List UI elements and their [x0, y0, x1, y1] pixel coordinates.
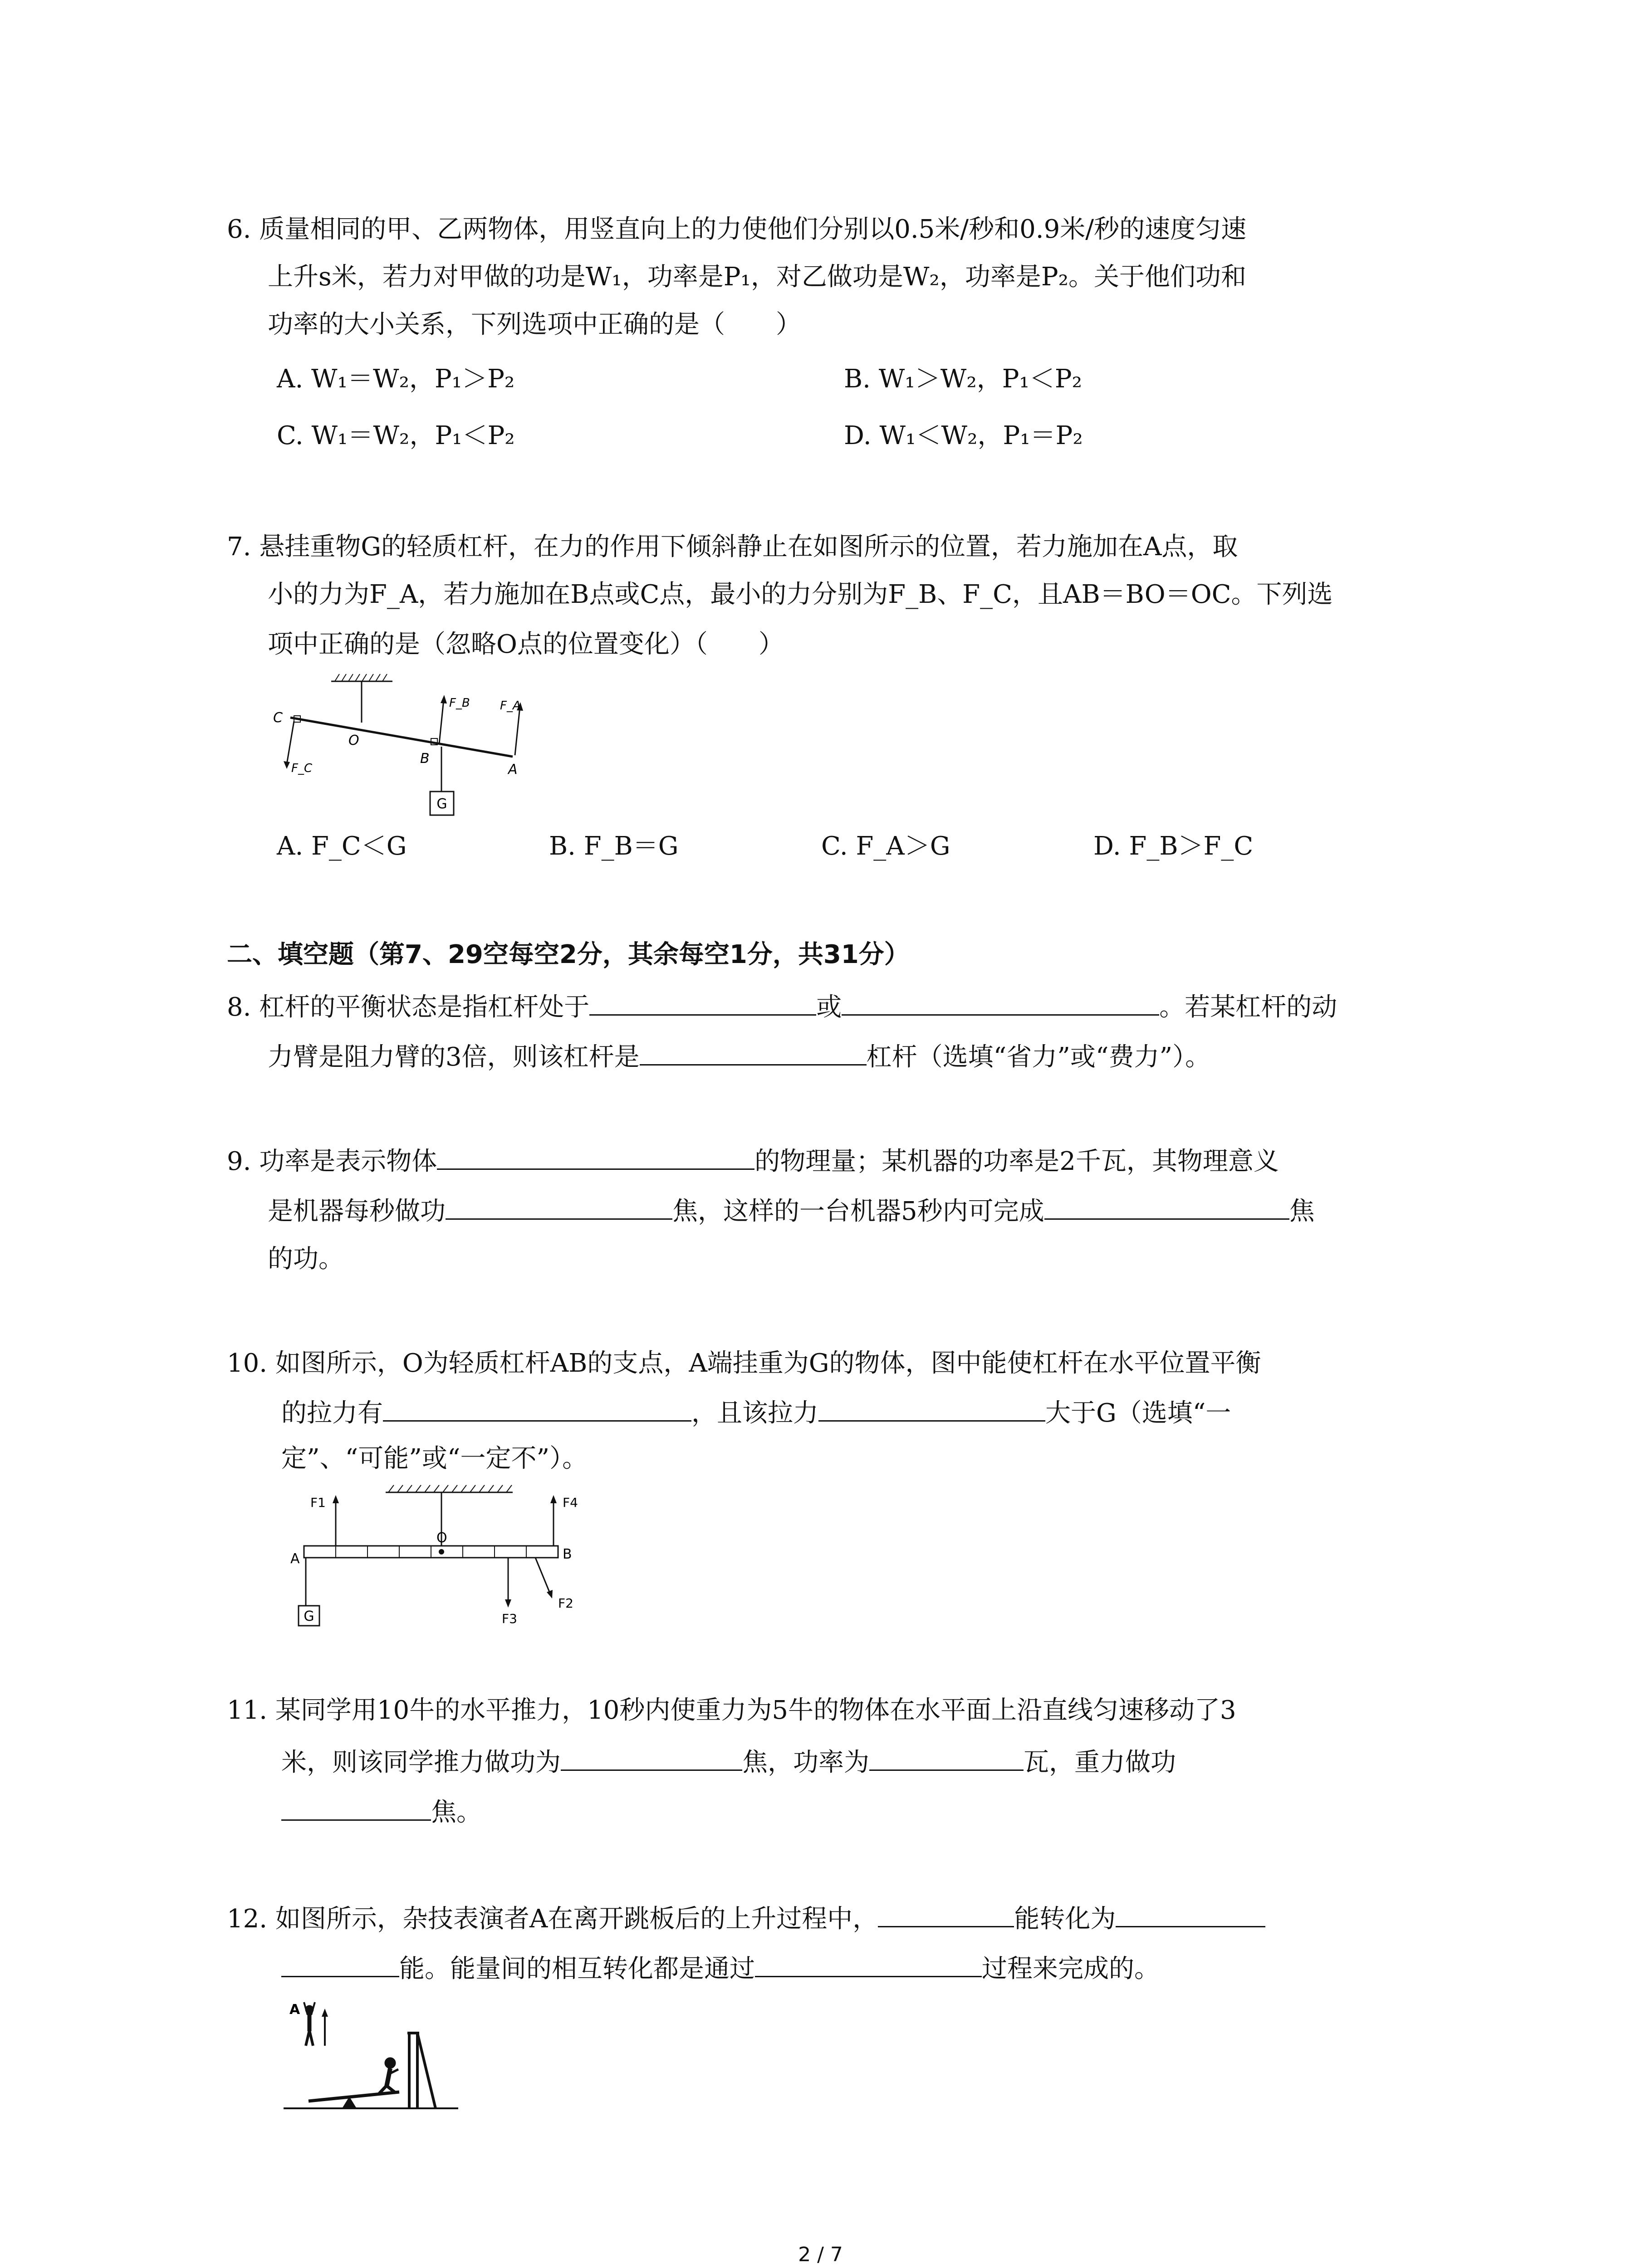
q7-line-2: 小的力为F_A，若力施加在B点或C点，最小的力分别为F_B、F_C，且AB＝BO＝OC。下列选 [268, 580, 1333, 609]
q12-text-1b: 能转化为 [1014, 1904, 1116, 1934]
q8-text-1a: 8. 杠杆的平衡状态是指杠杆处于 [227, 992, 590, 1022]
q10-label-g: G [304, 1608, 314, 1624]
q7-lever-figure [268, 671, 549, 821]
q7-line-3: 项中正确的是（忽略O点的位置变化）（ ） [268, 630, 784, 659]
section-2-heading: 二、填空题（第7、29空每空2分，其余每空1分，共31分） [227, 940, 910, 969]
q10-label-f3: F3 [502, 1611, 517, 1626]
q12-label-a: A [289, 2002, 300, 2018]
q12-text-2a: 能。能量间的相互转化都是通过 [399, 1954, 755, 1984]
q10-line-3: 定”、“可能”或“一定不”）。 [281, 1444, 588, 1473]
q10-label-f4: F4 [563, 1495, 578, 1510]
q9-line-2 [268, 1193, 1315, 1228]
q10-blank-2[interactable] [818, 1395, 1045, 1422]
q8-text-2a: 力臂是阻力臂的3倍，则该杠杆是 [268, 1042, 640, 1072]
q8-text-2b: 杠杆（选填“省力”或“费力”）。 [866, 1042, 1211, 1072]
q11-line-3 [281, 1794, 482, 1829]
q7-label-a: A [508, 762, 518, 777]
q10-blank-1[interactable] [383, 1395, 691, 1422]
q8-text-1c: 。若某杠杆的动 [1159, 992, 1337, 1022]
q12-text-1a: 12. 如图所示，杂技表演者A在离开跳板后的上升过程中， [227, 1904, 878, 1934]
q9-line-3: 的功。 [268, 1244, 344, 1274]
q7-label-b: B [420, 751, 430, 767]
q11-blank-3[interactable] [281, 1794, 431, 1821]
q12-blank-3[interactable] [281, 1950, 399, 1977]
q11-text-2b: 焦，功率为 [742, 1748, 869, 1777]
q12-line-2 [281, 1950, 1160, 1985]
q9-text-2c: 焦 [1289, 1197, 1315, 1226]
q8-line-1 [227, 989, 1337, 1024]
q8-text-1b: 或 [816, 992, 842, 1022]
q6-line-2: 上升s米，若力对甲做的功是W₁，功率是P₁，对乙做功是W₂，功率是P₂。关于他们功和 [268, 262, 1247, 292]
q11-blank-1[interactable] [561, 1744, 742, 1771]
q10-text-2b: ，且该拉力 [691, 1398, 818, 1428]
q10-label-b: B [563, 1546, 572, 1562]
q6-option-a: A. W₁＝W₂，P₁＞P₂ [277, 364, 515, 394]
q12-acrobat-figure [281, 1996, 463, 2114]
q6-line-1: 6. 质量相同的甲、乙两物体，用竖直向上的力使他们分别以0.5米/秒和0.9米/秒的速度匀速 [227, 215, 1247, 244]
q11-line-1: 11. 某同学用10牛的水平推力，10秒内使重力为5牛的物体在水平面上沿直线匀速移动了3 [227, 1696, 1236, 1725]
q10-line-2 [281, 1395, 1231, 1430]
q11-blank-2[interactable] [869, 1744, 1024, 1771]
q9-text-2a: 是机器每秒做功 [268, 1197, 446, 1226]
q10-line-1: 10. 如图所示，O为轻质杠杆AB的支点，A端挂重为G的物体，图中能使杠杆在水平位置平衡 [227, 1349, 1261, 1378]
q12-blank-2[interactable] [1116, 1901, 1265, 1927]
q10-label-a: A [290, 1551, 300, 1567]
q7-label-o: O [348, 733, 359, 748]
q9-blank-1[interactable] [437, 1143, 754, 1170]
q8-blank-3[interactable] [640, 1039, 867, 1066]
q7-option-d: D. F_B＞F_C [1093, 831, 1254, 861]
q12-blank-4[interactable] [755, 1950, 982, 1977]
q10-label-o: O [436, 1530, 447, 1546]
q7-line-1: 7. 悬挂重物G的轻质杠杆，在力的作用下倾斜静止在如图所示的位置，若力施加在A点，取 [227, 532, 1238, 562]
q6-option-d: D. W₁＜W₂，P₁＝P₂ [844, 421, 1083, 450]
q7-label-c: C [273, 710, 283, 726]
q9-text-1b: 的物理量；某机器的功率是2千瓦，其物理意义 [754, 1147, 1279, 1176]
q6-option-c: C. W₁＝W₂，P₁＜P₂ [277, 421, 515, 450]
q7-option-b: B. F_B＝G [549, 831, 679, 861]
q8-line-2 [268, 1039, 1210, 1074]
q7-option-c: C. F_A＞G [821, 831, 950, 861]
q7-label-fc: F_C [291, 762, 313, 775]
q11-text-2a: 米，则该同学推力做功为 [281, 1748, 561, 1777]
q9-blank-3[interactable] [1044, 1193, 1289, 1220]
q7-option-a: A. F_C＜G [277, 831, 407, 861]
q11-text-3: 焦。 [431, 1798, 482, 1827]
q12-blank-1[interactable] [878, 1901, 1014, 1927]
q9-blank-2[interactable] [446, 1193, 672, 1220]
page-number: 2 / 7 [798, 2243, 843, 2266]
q10-text-2c: 大于G（选填“一 [1045, 1398, 1231, 1428]
q8-blank-2[interactable] [842, 989, 1159, 1016]
q9-text-2b: 焦，这样的一台机器5秒内可完成 [672, 1197, 1044, 1226]
q7-label-fb: F_B [449, 696, 470, 710]
q11-line-2 [281, 1744, 1176, 1779]
q7-label-g: G [436, 796, 447, 812]
q6-option-b: B. W₁＞W₂，P₁＜P₂ [844, 364, 1083, 394]
q6-line-3: 功率的大小关系，下列选项中正确的是（ ） [268, 310, 801, 339]
q8-blank-1[interactable] [589, 989, 816, 1016]
q12-line-1 [227, 1901, 1265, 1936]
q10-lever-figure [290, 1479, 617, 1642]
q10-label-f1: F1 [310, 1495, 326, 1510]
q7-label-fa: F_A [500, 699, 521, 713]
q9-line-1 [227, 1143, 1279, 1178]
q9-text-1a: 9. 功率是表示物体 [227, 1147, 437, 1176]
q11-text-2c: 瓦，重力做功 [1024, 1748, 1176, 1777]
q12-text-2b: 过程来完成的。 [982, 1954, 1160, 1984]
q10-text-2a: 的拉力有 [281, 1398, 383, 1428]
q10-label-f2: F2 [558, 1596, 573, 1611]
